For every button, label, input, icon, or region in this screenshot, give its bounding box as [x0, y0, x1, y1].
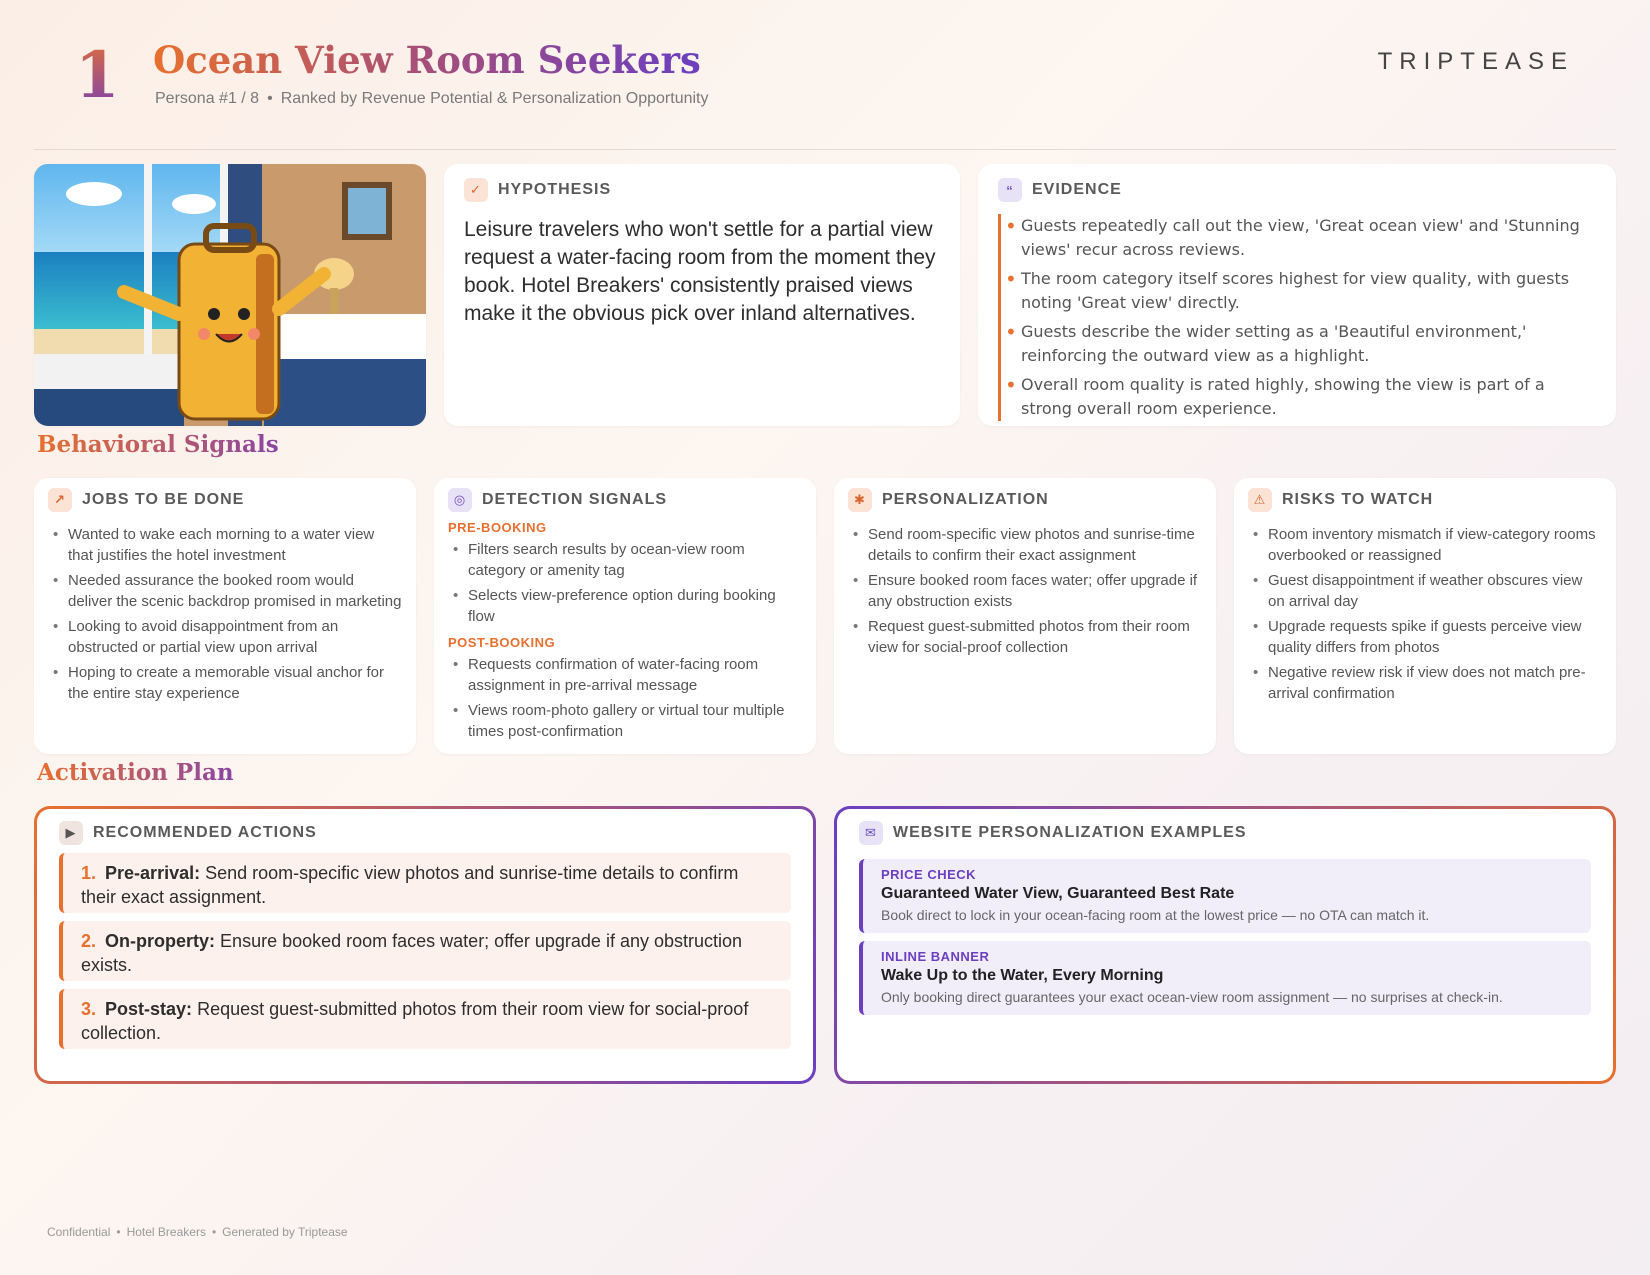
warning-icon: ⚠ — [1248, 488, 1272, 512]
risks-to-watch-card — [1234, 478, 1616, 754]
pre-booking-label: PRE-BOOKING — [448, 520, 547, 535]
list-item: • Filters search results by ocean-view room category or amenity tag — [448, 539, 802, 581]
post-booking-list — [448, 654, 802, 742]
header-divider — [34, 149, 1616, 150]
evidence-heading-label: EVIDENCE — [1032, 181, 1122, 198]
example-tag: PRICE CHECK — [881, 867, 977, 882]
hypothesis-heading-label: HYPOTHESIS — [498, 181, 612, 198]
recommended-actions-panel — [34, 806, 816, 1084]
behavioral-signals-title: Behavioral Signals — [37, 431, 279, 458]
evidence-item: • The room category itself scores highest for view quality, with guests noting 'Great view' directly. — [1021, 267, 1596, 315]
example-item — [859, 941, 1591, 1015]
page-footer — [47, 1225, 348, 1239]
play-icon: ▶ — [59, 821, 83, 845]
action-text: Send room-specific view photos and sunrise-time details to confirm their exact assignment. — [81, 863, 739, 907]
footer-hotel: Hotel Breakers — [126, 1225, 206, 1239]
separator-dot: • — [211, 1225, 217, 1239]
brand-logo: TRIPTEASE — [1377, 48, 1574, 75]
evidence-item: • Overall room quality is rated highly, showing the view is part of a strong overall room experience. — [1021, 373, 1596, 421]
personalization-heading — [848, 488, 1202, 512]
arrow-up-right-icon: ↗ — [48, 488, 72, 512]
example-item — [859, 859, 1591, 933]
actions-heading-label: RECOMMENDED ACTIONS — [93, 824, 317, 841]
list-item: • Views room-photo gallery or virtual tour multiple times post-confirmation — [448, 700, 802, 742]
list-item: • Negative review risk if view does not match pre-arrival confirmation — [1248, 662, 1602, 704]
pre-booking-list — [448, 539, 802, 627]
list-item: • Request guest-submitted photos from their room view for social-proof collection — [848, 616, 1202, 658]
example-tag: INLINE BANNER — [881, 949, 990, 964]
actions-heading — [59, 821, 791, 845]
list-item: • Selects view-preference option during booking flow — [448, 585, 802, 627]
web-heading-label: WEBSITE PERSONALIZATION EXAMPLES — [893, 824, 1247, 841]
footer-confidential: Confidential — [47, 1225, 111, 1239]
sparkle-icon: ✱ — [848, 488, 872, 512]
action-label: Pre-arrival: — [105, 863, 201, 883]
web-heading — [859, 821, 1591, 845]
jobs-heading-label: JOBS TO BE DONE — [82, 491, 245, 508]
hypothesis-heading — [464, 178, 940, 202]
persona-rank-number: 1 — [75, 38, 120, 113]
action-label: Post-stay: — [105, 999, 193, 1019]
activation-plan-title: Activation Plan — [37, 759, 234, 786]
page-title: Ocean View Room Seekers — [153, 38, 701, 82]
hypothesis-card — [444, 164, 960, 426]
example-title: Wake Up to the Water, Every Morning — [881, 967, 1164, 984]
action-text: Ensure booked room faces water; offer upgrade if any obstruction exists. — [81, 931, 743, 975]
check-icon: ✓ — [464, 178, 488, 202]
evidence-item: • Guests repeatedly call out the view, 'Great ocean view' and 'Stunning views' recur across reviews. — [1021, 214, 1596, 262]
list-item: • Requests confirmation of water-facing room assignment in pre-arrival message — [448, 654, 802, 696]
jobs-to-be-done-card — [34, 478, 416, 754]
action-label: On-property: — [105, 931, 216, 951]
jobs-heading — [48, 488, 402, 512]
detection-signals-card — [434, 478, 816, 754]
page-subtitle — [155, 90, 709, 108]
list-item: • Wanted to wake each morning to a water view that justifies the hotel investment — [48, 524, 402, 566]
persona-illustration — [34, 164, 426, 426]
hypothesis-text: Leisure travelers who won't settle for a partial view request a water-facing room from the moment they book. Hotel Breakers' consistently praised views make it the obvious pick over inland alternatives. — [464, 218, 936, 325]
list-item: • Guest disappointment if weather obscures view on arrival day — [1248, 570, 1602, 612]
action-item — [59, 989, 791, 1049]
example-description: Only booking direct guarantees your exact ocean-view room assignment — no surprises at check-in. — [881, 989, 1503, 1005]
jobs-list — [48, 524, 402, 704]
page-header — [0, 0, 1650, 150]
mail-icon: ✉ — [859, 821, 883, 845]
action-number: 3. — [81, 999, 97, 1019]
list-item: • Upgrade requests spike if guests perceive view quality differs from photos — [1248, 616, 1602, 658]
action-item — [59, 921, 791, 981]
example-description: Book direct to lock in your ocean-facing room at the lowest price — no OTA can match it. — [881, 907, 1430, 923]
persona-label: Persona #1 / 8 — [155, 90, 260, 107]
quote-icon: “ — [998, 178, 1022, 202]
risks-heading-label: RISKS TO WATCH — [1282, 491, 1434, 508]
separator-dot: • — [116, 1225, 121, 1239]
footer-generated: Generated by Triptease — [222, 1225, 348, 1239]
ranking-note: Ranked by Revenue Potential & Personalization Opportunity — [280, 90, 709, 107]
action-text: Request guest-submitted photos from their room view for social-proof collection. — [81, 999, 749, 1043]
evidence-item: • Guests describe the wider setting as a 'Beautiful environment,' reinforcing the outward view as a highlight. — [1021, 320, 1596, 368]
list-item: • Needed assurance the booked room would deliver the scenic backdrop promised in marketing — [48, 570, 402, 612]
risks-heading — [1248, 488, 1602, 512]
detection-heading — [448, 488, 802, 512]
list-item: • Looking to avoid disappointment from an obstructed or partial view upon arrival — [48, 616, 402, 658]
list-item: • Hoping to create a memorable visual anchor for the entire stay experience — [48, 662, 402, 704]
personalization-card — [834, 478, 1216, 754]
list-item: • Send room-specific view photos and sunrise-time details to confirm their exact assignment — [848, 524, 1202, 566]
target-icon: ◎ — [448, 488, 472, 512]
action-number: 1. — [81, 863, 97, 883]
action-item — [59, 853, 791, 913]
action-number: 2. — [81, 931, 97, 951]
website-personalization-panel — [834, 806, 1616, 1084]
evidence-heading — [998, 178, 1596, 202]
evidence-card — [978, 164, 1616, 426]
detection-heading-label: DETECTION SIGNALS — [482, 491, 668, 508]
post-booking-label: POST-BOOKING — [448, 635, 556, 650]
personalization-heading-label: PERSONALIZATION — [882, 491, 1049, 508]
evidence-list — [998, 214, 1596, 421]
list-item: • Room inventory mismatch if view-category rooms overbooked or reassigned — [1248, 524, 1602, 566]
separator-dot: • — [267, 90, 273, 107]
list-item: • Ensure booked room faces water; offer upgrade if any obstruction exists — [848, 570, 1202, 612]
risks-list — [1248, 524, 1602, 704]
example-title: Guaranteed Water View, Guaranteed Best Rate — [881, 885, 1235, 902]
suitcase-mascot-illustration — [34, 164, 426, 426]
personalization-list — [848, 524, 1202, 658]
